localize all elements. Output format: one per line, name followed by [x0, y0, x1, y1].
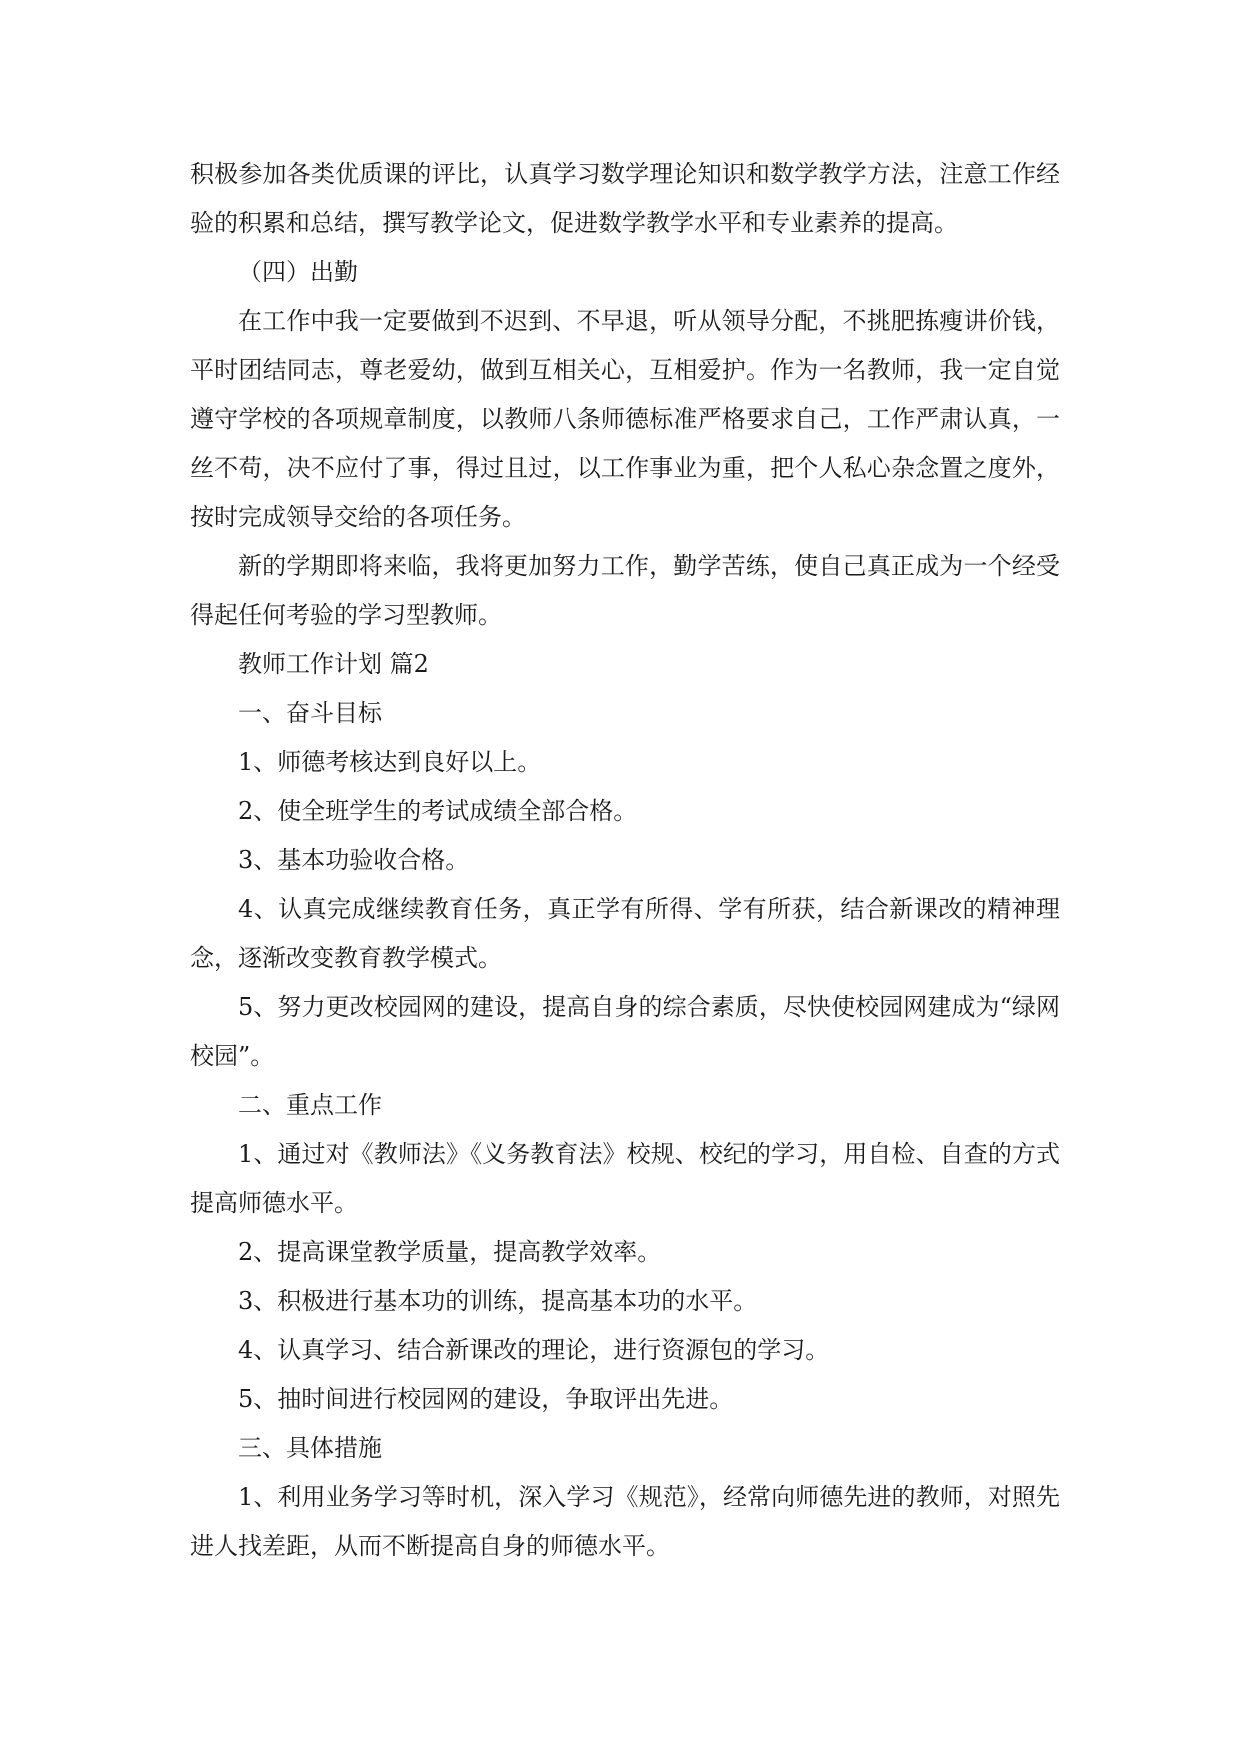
list-item: 2、使全班学生的考试成绩全部合格。 — [238, 797, 638, 825]
list-item: 3、积极进行基本功的训练，提高基本功的水平。 — [238, 1287, 758, 1315]
list-item: 1、师德考核达到良好以上。 — [238, 748, 542, 776]
section-heading-measures: 三、具体措施 — [238, 1434, 382, 1462]
list-item: 2、提高课堂教学质量，提高教学效率。 — [238, 1238, 662, 1266]
list-item: 5、抽时间进行校园网的建设，争取评出先进。 — [238, 1385, 734, 1413]
paragraph: 新的学期即将来临，我将更加努力工作，勤学苦练，使自己真正成为一个经受得起任何考验的学习型教师。 — [190, 552, 1060, 629]
paragraph: 在工作中我一定要做到不迟到、不早退，听从领导分配，不挑肥拣瘦讲价钱，平时团结同志，尊老爱幼，做到互相关心，互相爱护。作为一名教师，我一定自觉遵守学校的各项规章制度，以教师八条师德标准严格要求自己，工作严肃认真，一丝不苟，决不应付了事，得过且过，以工作事业为重，把个人私心杂念置之度外，按时完成领导交给的各项任务。 — [190, 307, 1060, 531]
list-item: 1、通过对《教师法》《义务教育法》校规、校纪的学习，用自检、自查的方式提高师德水平。 — [190, 1140, 1060, 1217]
section-heading-key-work: 二、重点工作 — [238, 1091, 382, 1119]
section-heading-goals: 一、奋斗目标 — [238, 699, 382, 727]
paragraph-continued: 积极参加各类优质课的评比，认真学习数学理论知识和数学教学方法，注意工作经验的积累和总结，撰写教学论文，促进数学教学水平和专业素养的提高。 — [190, 160, 1060, 237]
list-item: 4、认真完成继续教育任务，真正学有所得、学有所获，结合新课改的精神理念，逐渐改变教育教学模式。 — [190, 895, 1060, 972]
section-heading-attendance: （四）出勤 — [238, 258, 358, 286]
list-item: 3、基本功验收合格。 — [238, 846, 470, 874]
article-title: 教师工作计划 篇2 — [238, 650, 429, 678]
list-item: 1、利用业务学习等时机，深入学习《规范》，经常向师德先进的教师，对照先进人找差距，从而不断提高自身的师德水平。 — [190, 1483, 1060, 1560]
list-item: 4、认真学习、结合新课改的理论，进行资源包的学习。 — [238, 1336, 830, 1364]
document-body — [190, 150, 1060, 1571]
list-item: 5、努力更改校园网的建设，提高自身的综合素质，尽快使校园网建成为“绿网校园”。 — [190, 993, 1060, 1070]
